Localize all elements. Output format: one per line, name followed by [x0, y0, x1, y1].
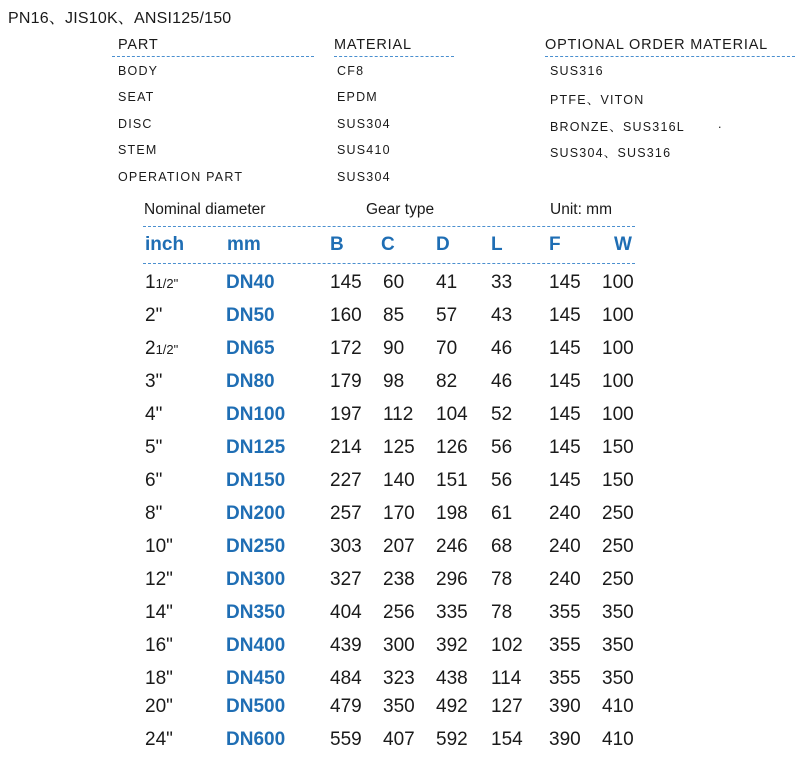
- d-cell: 438: [436, 668, 468, 689]
- c-cell: 170: [383, 503, 415, 524]
- inch-cell: 14": [145, 602, 173, 623]
- f-cell: 240: [549, 569, 581, 590]
- inch-cell: 2": [145, 305, 163, 326]
- b-cell: 172: [330, 338, 362, 359]
- table-row: [0, 602, 804, 635]
- column-header-l: L: [491, 234, 503, 255]
- d-cell: 57: [436, 305, 458, 326]
- l-cell: 102: [491, 635, 523, 656]
- f-cell: 145: [549, 371, 581, 392]
- c-cell: 60: [383, 272, 405, 293]
- l-cell: 43: [491, 305, 513, 326]
- f-cell: 145: [549, 470, 581, 491]
- mm-cell: DN50: [226, 305, 275, 326]
- column-header-mm: mm: [227, 234, 261, 255]
- mm-cell: DN65: [226, 338, 275, 359]
- c-cell: 85: [383, 305, 405, 326]
- column-header-b: B: [330, 234, 344, 255]
- nominal-diameter-label: Nominal diameter: [144, 201, 266, 218]
- d-cell: 492: [436, 696, 468, 717]
- c-cell: 112: [383, 404, 414, 425]
- b-cell: 479: [330, 696, 362, 717]
- column-header-inch: inch: [145, 234, 185, 255]
- l-cell: 46: [491, 338, 513, 359]
- column-header-d: D: [436, 234, 450, 255]
- material-value: EPDM: [337, 90, 378, 104]
- w-cell: 350: [602, 668, 634, 689]
- inch-cell: 12": [145, 569, 173, 590]
- f-cell: 390: [549, 696, 581, 717]
- inch-cell: 20": [145, 696, 173, 717]
- w-cell: 100: [602, 272, 634, 293]
- inch-cell: 5": [145, 437, 163, 458]
- d-cell: 335: [436, 602, 468, 623]
- b-cell: 559: [330, 729, 362, 750]
- w-cell: 250: [602, 569, 634, 590]
- inch-cell: 8": [145, 503, 163, 524]
- inch-cell: 18": [145, 668, 173, 689]
- l-cell: 78: [491, 569, 513, 590]
- table-row: [0, 305, 804, 338]
- b-cell: 145: [330, 272, 362, 293]
- f-cell: 145: [549, 305, 581, 326]
- table-row: [0, 729, 804, 762]
- c-cell: 98: [383, 371, 405, 392]
- d-cell: 198: [436, 503, 468, 524]
- material-part: OPERATION PART: [118, 170, 244, 184]
- d-cell: 296: [436, 569, 468, 590]
- column-header-c: C: [381, 234, 395, 255]
- inch-cell: 6": [145, 470, 163, 491]
- material-part: DISC: [118, 117, 153, 131]
- w-cell: 100: [602, 371, 634, 392]
- w-cell: 410: [602, 729, 634, 750]
- w-cell: 350: [602, 635, 634, 656]
- d-cell: 70: [436, 338, 458, 359]
- mm-cell: DN80: [226, 371, 275, 392]
- c-cell: 350: [383, 696, 415, 717]
- d-cell: 82: [436, 371, 458, 392]
- mm-cell: DN150: [226, 470, 286, 491]
- material-part: STEM: [118, 143, 158, 157]
- inch-cell: 16": [145, 635, 173, 656]
- inch-cell: [145, 272, 178, 294]
- material-value: SUS304: [337, 117, 391, 131]
- b-cell: 327: [330, 569, 362, 590]
- b-cell: 214: [330, 437, 362, 458]
- c-cell: 323: [383, 668, 415, 689]
- f-cell: 145: [549, 437, 581, 458]
- inch-cell: [145, 338, 178, 360]
- f-cell: 145: [549, 272, 581, 293]
- f-cell: 355: [549, 602, 581, 623]
- w-cell: 250: [602, 503, 634, 524]
- l-cell: 52: [491, 404, 513, 425]
- l-cell: 46: [491, 371, 513, 392]
- inch-cell: 4": [145, 404, 163, 425]
- inch-fraction: 1/2": [155, 342, 179, 357]
- table-row: [0, 437, 804, 470]
- b-cell: 303: [330, 536, 362, 557]
- f-cell: 355: [549, 635, 581, 656]
- inch-whole: 1: [145, 272, 156, 293]
- mm-cell: DN250: [226, 536, 286, 557]
- c-cell: 125: [383, 437, 415, 458]
- b-cell: 484: [330, 668, 362, 689]
- optional-material: PTFE、VITON: [550, 93, 645, 107]
- c-cell: 256: [383, 602, 415, 623]
- unit-label: Unit: mm: [550, 201, 612, 218]
- header-divider-top: [143, 226, 635, 227]
- table-row: [0, 696, 804, 729]
- l-cell: 68: [491, 536, 513, 557]
- l-cell: 56: [491, 437, 513, 458]
- w-cell: 150: [602, 437, 634, 458]
- d-cell: 151: [436, 470, 468, 491]
- mm-cell: DN400: [226, 635, 286, 656]
- material-header-part: PART: [112, 37, 314, 57]
- material-header-material: MATERIAL: [334, 37, 454, 57]
- mm-cell: DN450: [226, 668, 286, 689]
- mm-cell: DN500: [226, 696, 286, 717]
- inch-cell: 10": [145, 536, 173, 557]
- c-cell: 238: [383, 569, 415, 590]
- mm-cell: DN40: [226, 272, 275, 293]
- f-cell: 145: [549, 404, 581, 425]
- c-cell: 207: [383, 536, 415, 557]
- d-cell: 592: [436, 729, 468, 750]
- material-header-optional: OPTIONAL ORDER MATERIAL: [545, 37, 795, 57]
- w-cell: 100: [602, 305, 634, 326]
- column-header-f: F: [549, 234, 561, 255]
- f-cell: 145: [549, 338, 581, 359]
- stray-mark: .: [718, 117, 723, 131]
- w-cell: 350: [602, 602, 634, 623]
- w-cell: 410: [602, 696, 634, 717]
- d-cell: 104: [436, 404, 468, 425]
- mm-cell: DN100: [226, 404, 286, 425]
- b-cell: 227: [330, 470, 362, 491]
- l-cell: 78: [491, 602, 513, 623]
- table-row: [0, 404, 804, 437]
- material-value: SUS410: [337, 143, 391, 157]
- table-row: [0, 338, 804, 371]
- mm-cell: DN350: [226, 602, 286, 623]
- f-cell: 240: [549, 536, 581, 557]
- d-cell: 126: [436, 437, 468, 458]
- material-part: SEAT: [118, 90, 155, 104]
- optional-material: SUS316: [550, 64, 604, 78]
- w-cell: 100: [602, 404, 634, 425]
- table-row: [0, 569, 804, 602]
- inch-whole: 2: [145, 338, 156, 359]
- optional-material: SUS304、SUS316: [550, 146, 672, 160]
- d-cell: 41: [436, 272, 458, 293]
- table-row: [0, 536, 804, 569]
- spec-title: PN16、JIS10K、ANSI125/150: [8, 10, 232, 27]
- table-row: [0, 272, 804, 305]
- b-cell: 257: [330, 503, 362, 524]
- gear-type-label: Gear type: [366, 201, 435, 218]
- inch-cell: 3": [145, 371, 163, 392]
- table-row: [0, 371, 804, 404]
- optional-material: BRONZE、SUS316L: [550, 120, 685, 134]
- f-cell: 240: [549, 503, 581, 524]
- w-cell: 250: [602, 536, 634, 557]
- mm-cell: DN125: [226, 437, 286, 458]
- c-cell: 407: [383, 729, 415, 750]
- c-cell: 90: [383, 338, 405, 359]
- l-cell: 56: [491, 470, 513, 491]
- column-header-w: W: [614, 234, 632, 255]
- b-cell: 439: [330, 635, 362, 656]
- c-cell: 140: [383, 470, 415, 491]
- material-value: SUS304: [337, 170, 391, 184]
- l-cell: 127: [491, 696, 523, 717]
- l-cell: 154: [491, 729, 523, 750]
- b-cell: 404: [330, 602, 362, 623]
- material-part: BODY: [118, 64, 159, 78]
- mm-cell: DN600: [226, 729, 286, 750]
- inch-cell: 24": [145, 729, 173, 750]
- f-cell: 390: [549, 729, 581, 750]
- header-divider-bottom: [143, 263, 635, 264]
- d-cell: 246: [436, 536, 468, 557]
- w-cell: 100: [602, 338, 634, 359]
- b-cell: 197: [330, 404, 362, 425]
- d-cell: 392: [436, 635, 468, 656]
- mm-cell: DN300: [226, 569, 286, 590]
- b-cell: 179: [330, 371, 362, 392]
- table-row: [0, 503, 804, 536]
- w-cell: 150: [602, 470, 634, 491]
- mm-cell: DN200: [226, 503, 286, 524]
- l-cell: 61: [491, 503, 513, 524]
- inch-fraction: 1/2": [155, 276, 179, 291]
- material-value: CF8: [337, 64, 365, 78]
- f-cell: 355: [549, 668, 581, 689]
- c-cell: 300: [383, 635, 415, 656]
- table-row: [0, 470, 804, 503]
- table-row: [0, 635, 804, 668]
- l-cell: 33: [491, 272, 513, 293]
- l-cell: 114: [491, 668, 522, 689]
- b-cell: 160: [330, 305, 362, 326]
